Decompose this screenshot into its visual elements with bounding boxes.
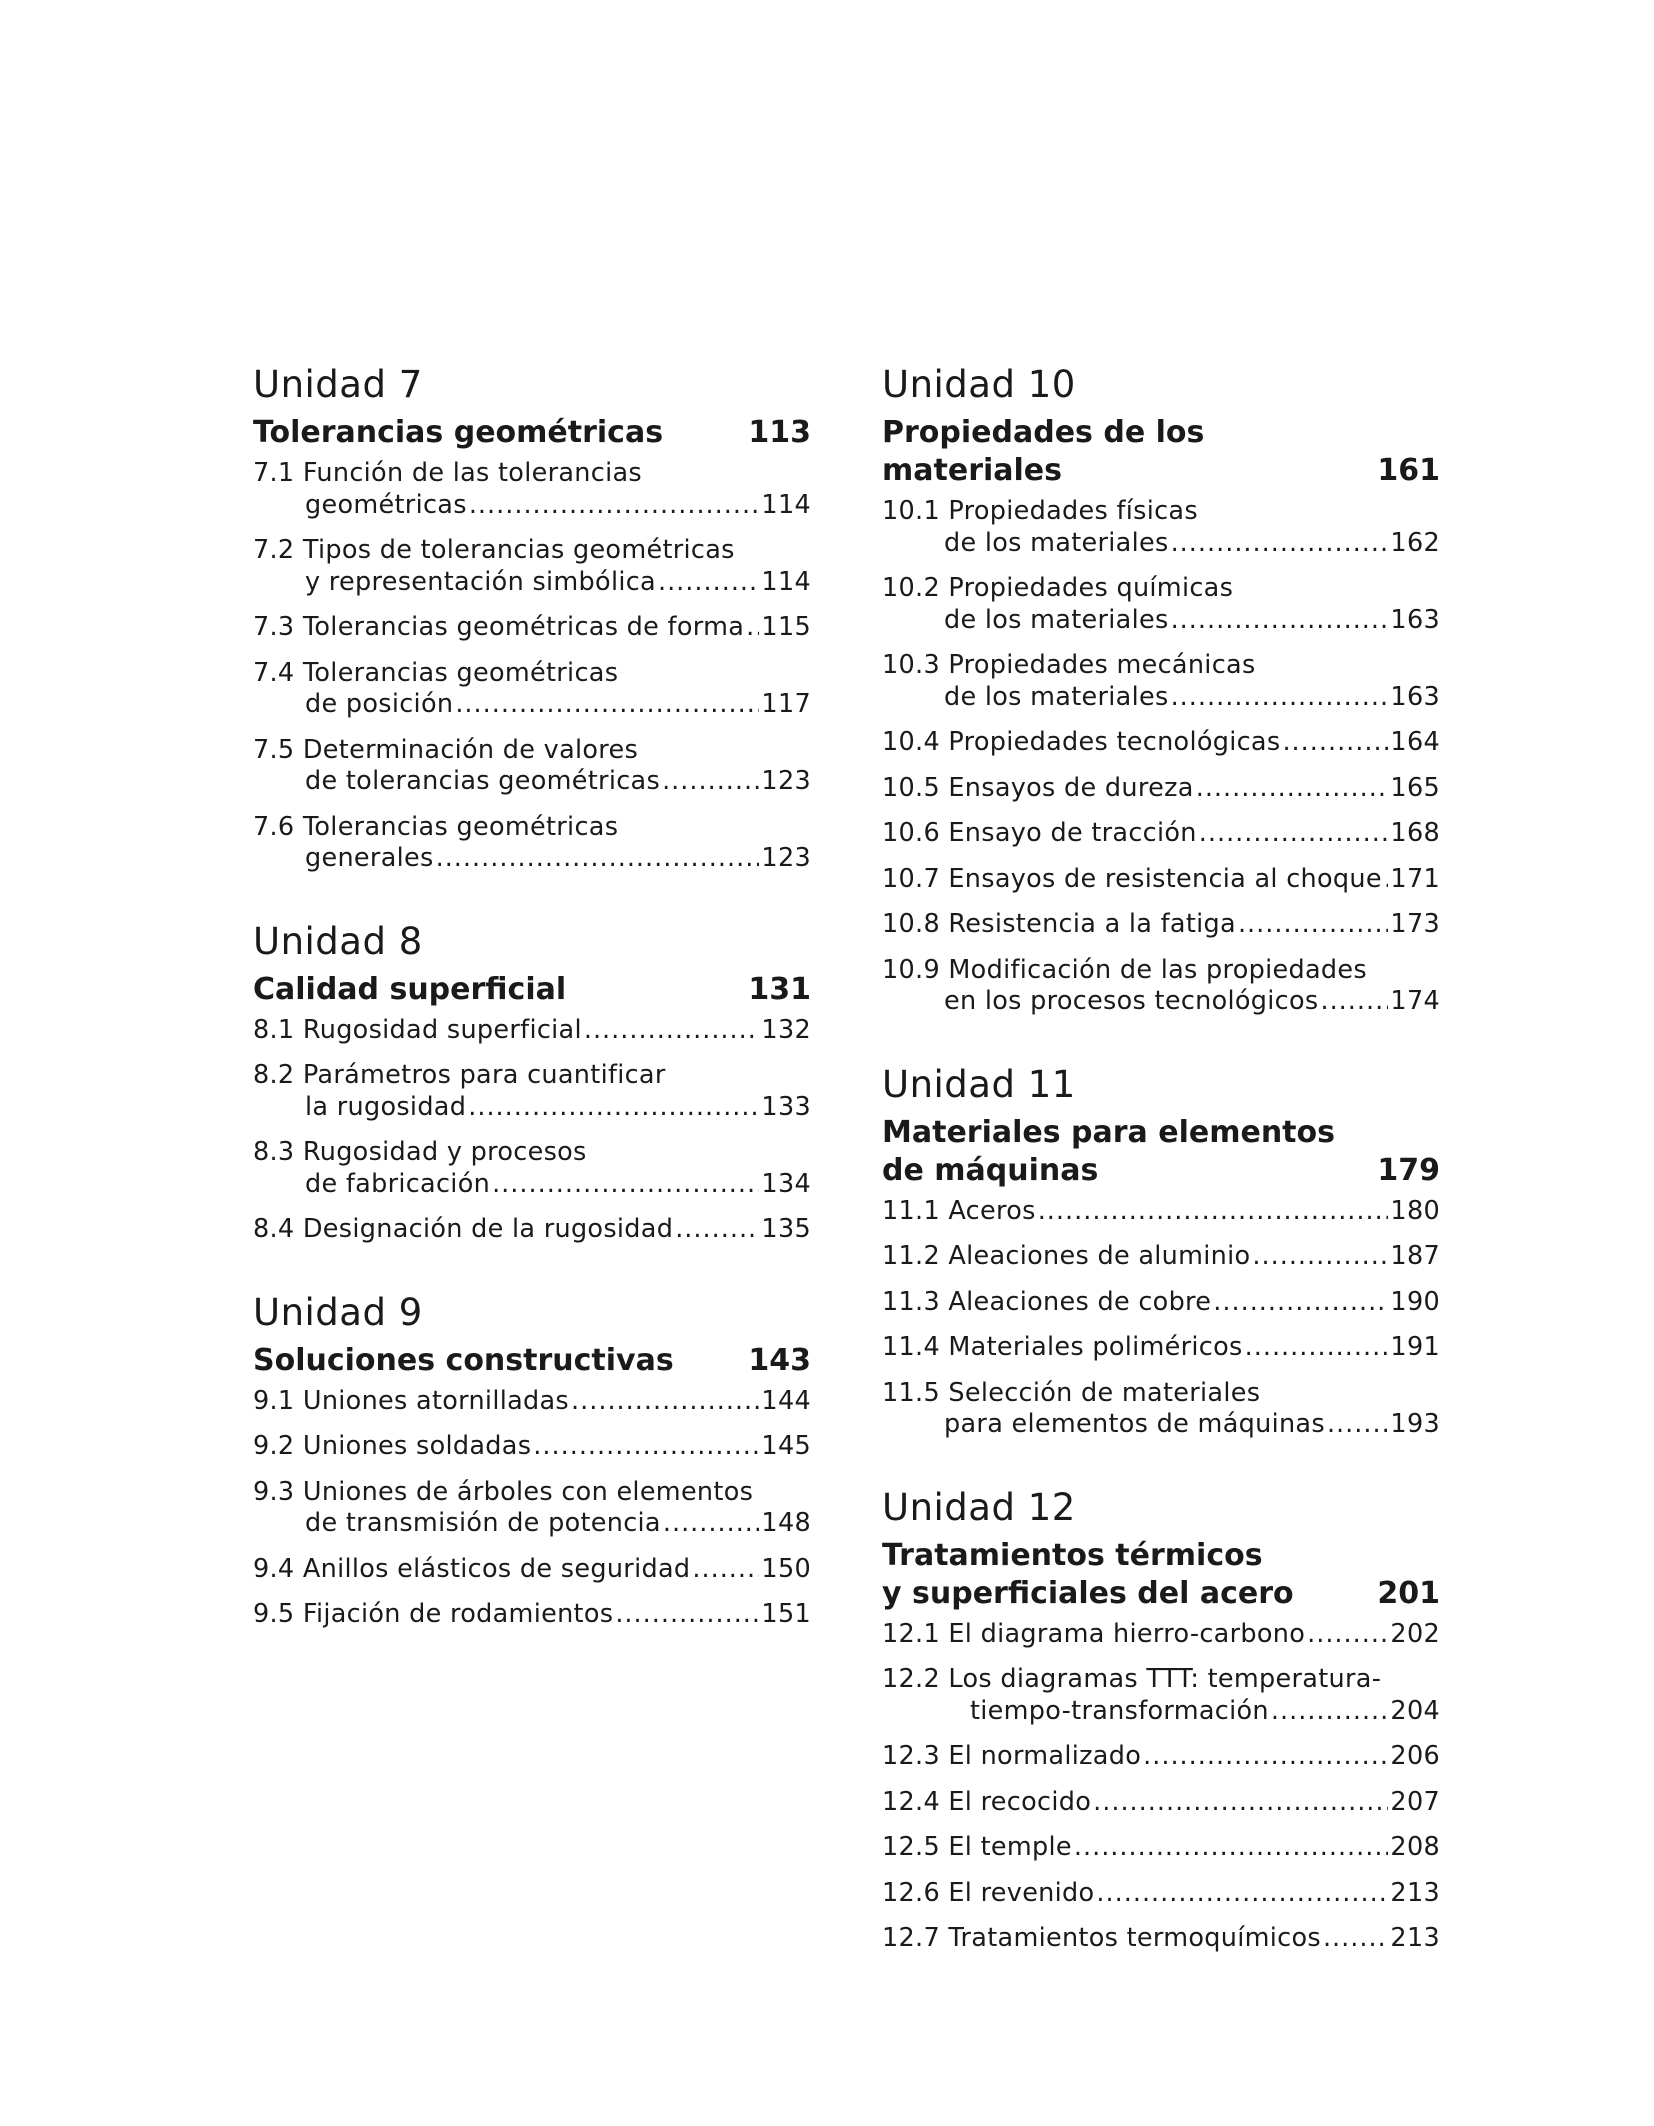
toc-entry[interactable] [253, 735, 811, 798]
entry-leader-line [253, 1092, 811, 1124]
entry-title: de los materiales [944, 527, 1169, 558]
entry-leader-line [882, 864, 1440, 896]
entry-page-number: 174 [1390, 986, 1440, 1016]
entry-title: 12.7 Tratamientos termoquímicos [882, 1923, 1321, 1953]
dot-leader [1196, 773, 1389, 805]
dot-leader [1096, 1878, 1388, 1910]
entry-title: de tolerancias geométricas [305, 766, 661, 796]
dot-leader [1271, 1696, 1389, 1728]
entry-leader-line [882, 773, 1440, 805]
entry-list [253, 458, 811, 875]
entry-title: 9.2 Uniones soldadas [253, 1431, 532, 1461]
entry-leader-line [882, 1923, 1440, 1955]
toc-entry[interactable] [253, 1554, 811, 1586]
entry-title: 10.5 Ensayos de dureza [882, 772, 1194, 803]
entry-heading-line: 7.4 Tolerancias geométricas [253, 657, 619, 688]
dot-leader [455, 689, 759, 721]
entry-page-number: 145 [761, 1431, 811, 1461]
entry-leader-line [253, 1015, 811, 1047]
entry-title: 11.2 Aleaciones de aluminio [882, 1241, 1251, 1271]
toc-column-left [253, 362, 811, 1675]
entry-title: de los materiales [944, 604, 1169, 635]
unit-page-number: 113 [748, 415, 811, 450]
dot-leader [1199, 818, 1389, 850]
dot-leader [584, 1015, 760, 1047]
dot-leader [662, 766, 759, 798]
toc-entry[interactable] [253, 1431, 811, 1463]
entry-heading-line: 7.2 Tipos de tolerancias geométricas [253, 535, 735, 565]
toc-entry[interactable] [882, 1878, 1440, 1910]
entry-heading-line: 10.3 Propiedades mecánicas [882, 650, 1256, 680]
entry-leader-line [882, 528, 1440, 560]
toc-entry[interactable] [253, 1477, 811, 1540]
toc-entry[interactable] [253, 1137, 811, 1200]
entry-heading-line: 10.1 Propiedades físicas [882, 496, 1198, 526]
entry-leader-line [882, 1287, 1440, 1319]
entry-title: 11.1 Aceros [882, 1195, 1036, 1226]
toc-entry[interactable] [253, 1214, 811, 1246]
toc-entry[interactable] [253, 612, 811, 644]
entry-page-number: 162 [1390, 527, 1440, 558]
entry-leader-line [253, 490, 811, 522]
entry-title: 9.1 Uniones atornilladas [253, 1385, 570, 1416]
dot-leader [663, 1508, 760, 1540]
entry-title: 7.3 Tolerancias geométricas de forma [253, 612, 745, 642]
toc-entry[interactable] [253, 658, 811, 721]
entry-page-number: 148 [761, 1508, 811, 1538]
entry-title: la rugosidad [305, 1091, 467, 1122]
entry-page-number: 163 [1390, 604, 1440, 635]
dot-leader [1038, 1196, 1389, 1228]
entry-heading-line: 7.1 Función de las tolerancias [253, 458, 642, 488]
unit-page-number: 143 [748, 1342, 811, 1378]
unit-title: Soluciones constructivas [253, 1342, 674, 1378]
entry-page-number: 144 [761, 1385, 811, 1416]
unit-page-number: 131 [748, 971, 811, 1007]
unit-section [253, 919, 811, 1246]
dot-leader [1213, 1287, 1388, 1319]
entry-title: para elementos de máquinas [944, 1409, 1325, 1439]
entry-heading-line: 7.5 Determinación de valores [253, 734, 639, 765]
dot-leader [1252, 1241, 1388, 1273]
entry-leader-line [253, 1431, 811, 1463]
dot-leader [1171, 682, 1389, 714]
entry-leader-line [882, 1832, 1440, 1864]
toc-entry[interactable] [882, 818, 1440, 850]
toc-entry[interactable] [882, 650, 1440, 713]
entry-leader-line [882, 1787, 1440, 1819]
entry-leader-line [253, 843, 811, 875]
unit-label: Unidad 10 [882, 363, 1076, 406]
toc-entry[interactable] [253, 1015, 811, 1047]
entry-leader-line [253, 689, 811, 721]
entry-page-number: 213 [1390, 1877, 1440, 1908]
entry-page-number: 187 [1390, 1241, 1440, 1271]
entry-title: generales [305, 843, 434, 873]
entry-leader-line [882, 1409, 1440, 1441]
entry-leader-line [882, 986, 1440, 1018]
entry-page-number: 180 [1390, 1195, 1440, 1226]
entry-list [253, 1386, 811, 1631]
entry-page-number: 173 [1390, 909, 1440, 939]
entry-list [253, 1015, 811, 1246]
entry-page-number: 123 [761, 766, 811, 796]
entry-leader-line [253, 1386, 811, 1418]
entry-title: 10.8 Resistencia a la fatiga [882, 909, 1236, 939]
entry-leader-line [882, 1741, 1440, 1773]
entry-title: en los procesos tecnológicos [944, 986, 1319, 1016]
entry-page-number: 150 [761, 1553, 811, 1584]
entry-page-number: 117 [761, 689, 811, 719]
toc-entry[interactable] [882, 496, 1440, 559]
entry-title: 10.4 Propiedades tecnológicas [882, 727, 1281, 757]
unit-title: Propiedades de los materiales [882, 415, 1205, 488]
entry-leader-line [882, 1696, 1440, 1728]
entry-leader-line [882, 1332, 1440, 1364]
entry-title: 12.3 El normalizado [882, 1741, 1142, 1771]
dot-leader [1282, 727, 1388, 759]
entry-page-number: 168 [1390, 818, 1440, 848]
unit-heading[interactable] [882, 1114, 1440, 1190]
dot-leader [1307, 1619, 1388, 1651]
entry-title: 8.4 Designación de la rugosidad [253, 1214, 674, 1244]
entry-title: 8.1 Rugosidad superficial [253, 1014, 582, 1045]
dot-leader [1323, 1923, 1388, 1955]
dot-leader [615, 1599, 759, 1631]
dot-leader [571, 1386, 759, 1418]
entry-page-number: 114 [761, 566, 811, 597]
entry-leader-line [882, 1241, 1440, 1273]
entry-title: 9.5 Fijación de rodamientos [253, 1599, 614, 1629]
entry-title: 11.3 Aleaciones de cobre [882, 1286, 1212, 1317]
toc-entry[interactable] [882, 573, 1440, 636]
entry-page-number: 123 [761, 843, 811, 873]
unit-section [882, 362, 1440, 1018]
toc-entry[interactable] [882, 1619, 1440, 1651]
entry-leader-line [882, 605, 1440, 637]
entry-title: y representación simbólica [305, 566, 656, 597]
entry-title: tiempo-transformación [970, 1695, 1269, 1726]
unit-label: Unidad 8 [253, 919, 423, 963]
unit-title: Tolerancias geométricas [253, 415, 664, 450]
unit-section [882, 1485, 1440, 1955]
dot-leader [436, 843, 760, 875]
toc-entry[interactable] [882, 1241, 1440, 1273]
entry-page-number: 133 [761, 1091, 811, 1122]
entry-page-number: 171 [1390, 863, 1440, 894]
entry-list [882, 1619, 1440, 1955]
entry-leader-line [882, 682, 1440, 714]
entry-leader-line [253, 1508, 811, 1540]
entry-page-number: 202 [1390, 1618, 1440, 1649]
entry-title: de transmisión de potencia [305, 1508, 661, 1538]
entry-page-number: 114 [761, 489, 811, 520]
dot-leader [469, 490, 760, 522]
entry-leader-line [882, 818, 1440, 850]
entry-heading-line: 8.3 Rugosidad y procesos [253, 1137, 587, 1167]
entry-heading-line: 10.2 Propiedades químicas [882, 573, 1234, 603]
unit-label: Unidad 11 [882, 1062, 1076, 1106]
toc-entry[interactable] [253, 458, 811, 521]
dot-leader [1320, 986, 1388, 1018]
toc-entry[interactable] [253, 1599, 811, 1631]
entry-page-number: 206 [1390, 1741, 1440, 1771]
dot-leader [692, 1554, 759, 1586]
entry-title: de posición [305, 689, 454, 719]
toc-entry[interactable] [882, 1832, 1440, 1864]
entry-title: de los materiales [944, 681, 1169, 712]
dot-leader [675, 1214, 759, 1246]
entry-page-number: 151 [761, 1599, 811, 1629]
toc-entry[interactable] [253, 812, 811, 875]
dot-leader [533, 1431, 759, 1463]
dot-leader [492, 1169, 759, 1201]
unit-title: Tratamientos térmicos y superficiales del acero [882, 1537, 1294, 1611]
entry-title: 11.4 Materiales poliméricos [882, 1332, 1243, 1362]
entry-list [882, 1196, 1440, 1441]
toc-entry[interactable] [882, 1287, 1440, 1319]
entry-leader-line [253, 1169, 811, 1201]
toc-entry[interactable] [253, 1060, 811, 1123]
unit-title: Calidad superficial [253, 971, 567, 1007]
toc-entry[interactable] [882, 727, 1440, 759]
toc-entry[interactable] [882, 864, 1440, 896]
dot-leader [746, 612, 759, 644]
entry-leader-line [882, 1878, 1440, 1910]
toc-entry[interactable] [882, 955, 1440, 1018]
entry-title: geométricas [305, 489, 467, 520]
entry-page-number: 135 [761, 1214, 811, 1244]
dot-leader [658, 567, 759, 599]
entry-title: de fabricación [305, 1168, 491, 1199]
dot-leader [1327, 1409, 1388, 1441]
unit-page-number: 179 [1377, 1152, 1440, 1188]
entry-heading-line: 9.3 Uniones de árboles con elementos [253, 1476, 754, 1507]
entry-leader-line [882, 1619, 1440, 1651]
unit-label: Unidad 9 [253, 1290, 423, 1334]
entry-leader-line [253, 1554, 811, 1586]
entry-page-number: 208 [1390, 1832, 1440, 1862]
unit-label: Unidad 12 [882, 1485, 1076, 1529]
toc-entry[interactable] [253, 535, 811, 598]
entry-leader-line [253, 1214, 811, 1246]
unit-heading[interactable] [882, 1537, 1440, 1613]
toc-entry[interactable] [882, 909, 1440, 941]
entry-page-number: 204 [1390, 1695, 1440, 1726]
entry-heading-line: 12.2 Los diagramas TTT: temperatura- [882, 1664, 1382, 1694]
entry-page-number: 207 [1390, 1786, 1440, 1817]
dot-leader [1384, 864, 1389, 896]
toc-entry[interactable] [882, 1378, 1440, 1441]
entry-leader-line [253, 1599, 811, 1631]
entry-heading-line: 7.6 Tolerancias geométricas [253, 811, 619, 842]
entry-title: 9.4 Anillos elásticos de seguridad [253, 1553, 691, 1584]
entry-page-number: 213 [1390, 1923, 1440, 1953]
unit-page-number: 161 [1377, 453, 1440, 488]
entry-leader-line [253, 766, 811, 798]
unit-heading[interactable] [253, 414, 811, 452]
entry-title: 12.5 El temple [882, 1832, 1072, 1862]
toc-entry[interactable] [882, 1196, 1440, 1228]
toc-entry[interactable] [882, 1923, 1440, 1955]
toc-entry[interactable] [882, 1787, 1440, 1819]
entry-leader-line [882, 909, 1440, 941]
entry-list [882, 496, 1440, 1018]
dot-leader [1245, 1332, 1389, 1364]
entry-title: 12.6 El revenido [882, 1877, 1095, 1908]
toc-entry[interactable] [882, 773, 1440, 805]
entry-page-number: 132 [761, 1014, 811, 1045]
unit-label: Unidad 7 [253, 363, 423, 406]
entry-page-number: 115 [761, 612, 811, 642]
entry-leader-line [253, 567, 811, 599]
unit-section [253, 362, 811, 875]
unit-title: Materiales para elementos de máquinas [882, 1114, 1335, 1188]
entry-page-number: 164 [1390, 727, 1440, 757]
toc-entry[interactable] [882, 1664, 1440, 1727]
toc-entry[interactable] [882, 1332, 1440, 1364]
unit-section [882, 1062, 1440, 1441]
entry-heading-line: 10.9 Modificación de las propiedades [882, 954, 1367, 985]
unit-heading[interactable] [882, 414, 1440, 490]
entry-title: 10.7 Ensayos de resistencia al choque [882, 863, 1382, 894]
entry-leader-line [882, 727, 1440, 759]
dot-leader [1171, 528, 1389, 560]
entry-page-number: 134 [761, 1168, 811, 1199]
toc-column-right [882, 362, 1440, 1999]
entry-title: 12.1 El diagrama hierro-carbono [882, 1618, 1306, 1649]
entry-title: 10.6 Ensayo de tracción [882, 818, 1197, 848]
entry-leader-line [882, 1196, 1440, 1228]
dot-leader [468, 1092, 759, 1124]
dot-leader [1143, 1741, 1388, 1773]
dot-leader [1074, 1832, 1389, 1864]
dot-leader [1171, 605, 1389, 637]
unit-heading[interactable] [253, 1342, 811, 1380]
entry-page-number: 193 [1390, 1409, 1440, 1439]
entry-page-number: 165 [1390, 772, 1440, 803]
entry-heading-line: 8.2 Parámetros para cuantificar [253, 1060, 666, 1090]
entry-title: 12.4 El recocido [882, 1786, 1092, 1817]
entry-page-number: 191 [1390, 1332, 1440, 1362]
entry-page-number: 190 [1390, 1286, 1440, 1317]
entry-heading-line: 11.5 Selección de materiales [882, 1377, 1261, 1408]
dot-leader [1093, 1787, 1388, 1819]
unit-section [253, 1290, 811, 1631]
unit-page-number: 201 [1377, 1575, 1440, 1611]
unit-heading[interactable] [253, 971, 811, 1009]
entry-leader-line [253, 612, 811, 644]
toc-entry[interactable] [882, 1741, 1440, 1773]
toc-entry[interactable] [253, 1386, 811, 1418]
dot-leader [1238, 909, 1388, 941]
entry-page-number: 163 [1390, 681, 1440, 712]
